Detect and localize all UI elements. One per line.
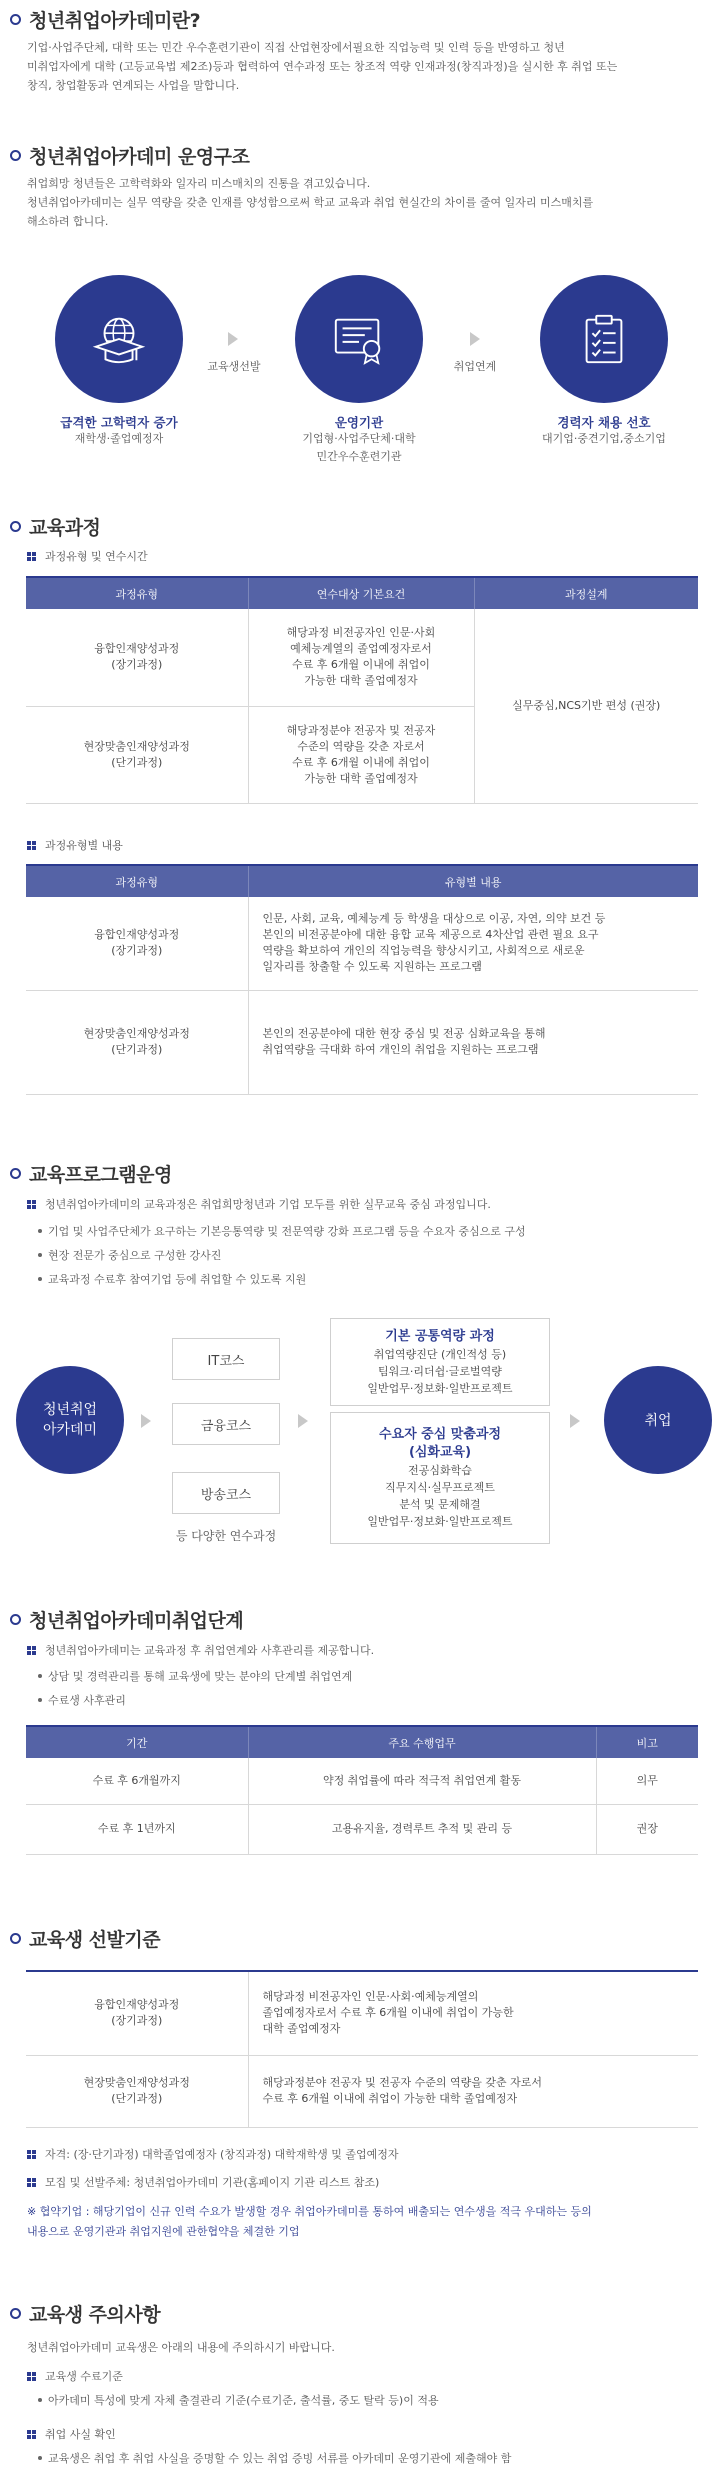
about-line: 미취업자에게 대학 (고등교육법 제2조)등과 협력하여 연수과정 또는 창조적 역량 인재과정(창직과정)을 실시한 후 취업 또는 (27, 60, 618, 73)
section-title-structure (10, 142, 249, 169)
table-cell (248, 706, 474, 803)
ring-icon (10, 1168, 21, 1179)
section-title-text: 청년취업아카데미 운영구조 (29, 146, 250, 168)
table-cell: 수료 후 6개월까지 (26, 1758, 248, 1804)
basic-competency-box (330, 1318, 550, 1406)
recruiter-note-text: 모집 및 선발주체: 청년취업아카데미 기관(홈페이지 기관 리스트 참조) (45, 2176, 380, 2189)
steps-intro-text: 청년취업아카데미는 교육과정 후 취업연계와 사후관리를 제공합니다. (45, 1644, 375, 1657)
criteria-line: 해당과정분야 전공자 및 전공자 수준의 역량을 갖춘 자로서 (262, 2076, 542, 2089)
program-bullet: 기업 및 사업주단체가 요구하는 기본응통역량 및 전문역량 강화 프로그램 등을 수요자 중심으로 구성 (48, 1225, 526, 1238)
subheading (27, 548, 148, 564)
partner-company-notice (27, 2202, 697, 2242)
content-line: 인문, 사회, 교육, 예체능계 등 학생을 대상으로 이공, 자연, 의약 보건 등 (262, 912, 606, 926)
table-row (26, 1804, 698, 1854)
selection-criteria-table (26, 1970, 698, 2128)
employment-steps-table (26, 1725, 698, 1855)
certificate-icon (330, 310, 388, 368)
employment-check-text: 취업 사실 확인 (45, 2428, 116, 2441)
table-header: 과정설계 (474, 577, 698, 609)
section-title-text: 교육생 선발기준 (29, 1929, 161, 1951)
table-cell (26, 706, 248, 803)
node-title: 급격한 고학력자 증가 (60, 415, 178, 430)
section-title-about (10, 6, 200, 33)
node-subtitle: 재학생·졸업예정자 (74, 432, 164, 445)
arrow-right-icon (141, 1414, 151, 1428)
checklist-icon (575, 310, 633, 368)
program-intro-text: 청년취업아카데미의 교육과정은 취업희망청년과 기업 모두를 위한 실무교육 중심 과정입니다. (45, 1198, 491, 1211)
steps-intro (27, 1642, 374, 1658)
table-cell (248, 2055, 698, 2127)
box-line: 팀워크·리더쉽·글로벌역량 (378, 1364, 502, 1378)
section-title-employment-steps (10, 1606, 243, 1633)
box-line: 분석 및 문제해결 (399, 1498, 481, 1511)
table-cell: 약정 취업률에 따라 적극적 취업연계 활동 (248, 1758, 596, 1804)
box-line: 취업역량진단 (개인적성 등) (373, 1347, 507, 1361)
table-cell: 고용유지율, 경력루트 추적 및 관리 등 (248, 1804, 596, 1854)
arrow-right-icon (228, 332, 238, 346)
table-cell (248, 1971, 698, 2055)
requirement-line: 수료 후 6개월 이내에 취업이 (292, 658, 430, 672)
requirement-line: 예체능계열의 졸업예정자로서 (290, 642, 432, 656)
course-type: 융합인재양성과정 (94, 1998, 180, 2012)
completion-criteria-text: 교육생 수료기준 (45, 2370, 123, 2383)
notice-line: 내용으로 운영기관과 취업지원에 관한협약을 체결한 기업 (27, 2225, 300, 2238)
node-subtitle: 대기업·중견기업,중소기업 (542, 432, 666, 445)
steps-bullet: 상담 및 경력관리를 통해 교육생에 맞는 분야의 단계별 취업연계 (48, 1670, 353, 1683)
box-line: 일반업무·정보화·일반프로젝트 (367, 1515, 513, 1528)
table-header: 기간 (26, 1726, 248, 1758)
section-title-program (10, 1160, 172, 1187)
course-duration: (단기과정) (111, 1043, 163, 1056)
graduation-cap-icon (90, 310, 148, 368)
criteria-line: 졸업예정자로서 수료 후 6개월 이내에 취업이 가능한 (262, 2006, 514, 2020)
arrow-right-icon (298, 1414, 308, 1428)
requirement-line: 가능한 대학 졸업예정자 (304, 674, 418, 688)
square-bullet-icon (27, 2372, 31, 2376)
subheading (27, 837, 123, 853)
course-duration: (장기과정) (111, 658, 163, 672)
table-row (26, 990, 698, 1094)
program-bullet: 현장 전문가 중심으로 구성한 강사진 (48, 1249, 222, 1262)
table-cell (26, 2055, 248, 2127)
about-text (27, 38, 697, 95)
table-header: 주요 수행업무 (248, 1726, 596, 1758)
table-row (26, 2055, 698, 2127)
requirement-line: 해당과정분야 전공자 및 전공자 (286, 723, 436, 737)
table-cell (26, 990, 248, 1094)
box-line: 전공심화학습 (408, 1464, 472, 1477)
table-cell (248, 897, 698, 990)
cautions-bullet: 아카데미 특성에 맞게 자체 출결관리 기준(수료기준, 출석률, 중도 탈락 등)이 적용 (48, 2394, 439, 2407)
employment-end-circle (604, 1366, 712, 1474)
table-cell (26, 897, 248, 990)
course-duration: (장기과정) (111, 944, 163, 958)
cautions-intro: 청년취업아카데미 교육생은 아래의 내용에 주의하시기 바랍니다. (27, 2341, 335, 2354)
table-cell: 의무 (596, 1758, 698, 1804)
node-title: 경력자 채용 선호 (557, 415, 651, 430)
course-duration: (단기과정) (111, 755, 163, 769)
academy-start-circle (16, 1366, 124, 1474)
notice-line: ※ 협약기업 : 해당기업이 신규 인력 수요가 발생할 경우 취업아카데미를 통하여 배출되는 연수생을 적극 우대하는 등의 (27, 2205, 592, 2218)
table-row (26, 609, 698, 706)
program-intro (27, 1196, 491, 1212)
table-cell: 권장 (596, 1804, 698, 1854)
structure-text (27, 174, 697, 231)
course-finance: 금융코스 (172, 1403, 280, 1445)
content-line: 본인의 전공분야에 대한 현장 중심 및 전공 심화교육을 통해 (262, 1027, 546, 1040)
employment-end-label: 취업 (644, 1413, 672, 1429)
course-type: 융합인재양성과정 (94, 928, 180, 942)
steps-bullet: 수료생 사후관리 (48, 1694, 126, 1707)
checklist-icon-circle (540, 275, 668, 403)
about-line: 창직, 창업활동과 연계되는 사업을 말합니다. (27, 79, 240, 92)
square-bullet-icon (27, 1200, 31, 1204)
table-header: 유형별 내용 (248, 865, 698, 897)
section-title-text: 교육프로그램운영 (29, 1164, 172, 1186)
ring-icon (10, 1614, 21, 1625)
course-type: 융합인재양성과정 (94, 642, 180, 656)
table-header: 연수대상 기본요건 (248, 577, 474, 609)
requirement-line: 가능한 대학 졸업예정자 (304, 771, 418, 785)
arrow-right-icon (470, 332, 480, 346)
table-header: 비고 (596, 1726, 698, 1758)
qualification-note-text: 자격: (장·단기과정) 대학졸업예정자 (창직과정) 대학재학생 및 졸업예정자 (45, 2148, 399, 2161)
box-line: 일반업무·정보화·일반프로젝트 (367, 1381, 513, 1395)
arrow-label-selection: 교육생선발 (207, 360, 261, 373)
table-header: 과정유형 (26, 865, 248, 897)
course-duration: (단기과정) (111, 2092, 163, 2105)
section-title-cautions (10, 2300, 160, 2327)
cautions-bullet: 교육생은 취업 후 취업 사실을 증명할 수 있는 취업 증빙 서류를 아카데미 운영기관에 제출해야 함 (48, 2452, 512, 2465)
box-title: (심화교육) (408, 1445, 472, 1460)
subheading-text: 과정유형별 내용 (45, 839, 123, 852)
courses-note: 등 다양한 연수과정 (175, 1529, 277, 1543)
employment-check-heading (27, 2426, 116, 2442)
course-it: IT코스 (172, 1338, 280, 1380)
course-type: 현장맞춤인재양성과정 (83, 739, 190, 753)
requirement-line: 해당과정 비전공자인 인문·사회 (286, 626, 436, 640)
node-subtitle: 민간우수훈련기관 (316, 450, 402, 463)
academy-start-label: 청년취업 (42, 1402, 98, 1418)
arrow-label-employment: 취업연계 (453, 360, 497, 373)
structure-line: 취업희망 청년들은 고학력화와 일자리 미스매치의 진통을 겪고있습니다. (27, 177, 371, 190)
about-line: 기업·사업주단체, 대학 또는 민간 우수훈련기관이 직접 산업현장에서필요한 직업능력 및 인력 등을 반영하고 청년 (27, 41, 565, 54)
section-title-selection (10, 1925, 160, 1952)
criteria-line: 수료 후 6개월 이내에 취업이 가능한 대학 졸업예정자 (262, 2092, 518, 2105)
box-line: 직무지식·실무프로젝트 (385, 1481, 495, 1494)
content-line: 취업역량을 극대화 하여 개인의 취업을 지원하는 프로그램 (262, 1043, 539, 1056)
ring-icon (10, 521, 21, 532)
box-title: 기본 공통역량 과정 (385, 1328, 495, 1344)
qualification-note (27, 2146, 399, 2162)
section-title-curriculum (10, 513, 100, 540)
section-title-text: 교육과정 (29, 517, 101, 539)
course-design: 실무중심,NCS기반 편성 (권장) (474, 609, 698, 803)
criteria-line: 해당과정 비전공자인 인문·사회·예체능계열의 (262, 1990, 479, 2004)
course-type: 현장맞춤인재양성과정 (83, 2076, 190, 2089)
course-type: 현장맞춤인재양성과정 (83, 1027, 190, 1040)
table-cell: 수료 후 1년까지 (26, 1804, 248, 1854)
subheading-text: 과정유형 및 연수시간 (45, 550, 148, 563)
course-content-table (26, 864, 698, 1095)
course-duration: (장기과정) (111, 2014, 163, 2028)
structure-line: 해소하려 합니다. (27, 215, 109, 228)
section-title-text: 교육생 주의사항 (29, 2304, 161, 2326)
ring-icon (10, 150, 21, 161)
table-cell (26, 1971, 248, 2055)
ring-icon (10, 2308, 21, 2319)
criteria-line: 대학 졸업예정자 (262, 2022, 341, 2036)
custom-course-box (330, 1412, 550, 1544)
graduation-cap-icon-circle (55, 275, 183, 403)
box-title: 수요자 중심 맞춤과정 (378, 1427, 502, 1442)
square-bullet-icon (27, 1646, 31, 1650)
section-title-text: 청년취업아카데미란? (29, 10, 201, 32)
content-line: 본인의 비전공분야에 대한 융합 교육 제공으로 4차산업 관련 필요 요구 (262, 928, 599, 942)
arrow-right-icon (570, 1414, 580, 1428)
square-bullet-icon (27, 841, 31, 845)
program-bullet: 교육과정 수료후 참여기업 등에 취업할 수 있도록 지원 (48, 1273, 307, 1286)
node-subtitle: 기업형·사업주단체·대학 (302, 432, 416, 445)
table-row (26, 897, 698, 990)
curriculum-table (26, 576, 698, 804)
section-title-text: 청년취업아카데미취업단계 (29, 1610, 244, 1632)
square-bullet-icon (27, 2150, 31, 2154)
requirement-line: 수준의 역량을 갖춘 자로서 (297, 739, 425, 753)
table-cell (248, 990, 698, 1094)
content-line: 역량을 확보하여 개인의 직업능력을 향상시키고, 사회적으로 새로운 (262, 944, 585, 958)
academy-start-label: 아카데미 (42, 1422, 98, 1438)
recruiter-note (27, 2174, 379, 2190)
content-line: 일자리를 창출할 수 있도록 지원하는 프로그램 (262, 960, 482, 974)
requirement-line: 수료 후 6개월 이내에 취업이 (292, 755, 430, 769)
table-header: 과정유형 (26, 577, 248, 609)
structure-line: 청년취업아카데미는 실무 역량을 갖춘 인재를 양성함으로써 학교 교육과 취업 현실간의 차이를 줄여 일자리 미스매치를 (27, 196, 594, 209)
node-title: 운영기관 (334, 415, 384, 430)
completion-criteria-heading (27, 2368, 123, 2384)
square-bullet-icon (27, 2430, 31, 2434)
course-broadcast: 방송코스 (172, 1472, 280, 1514)
table-cell (248, 609, 474, 706)
table-cell (26, 609, 248, 706)
certificate-icon-circle (295, 275, 423, 403)
table-row (26, 1758, 698, 1804)
square-bullet-icon (27, 552, 31, 556)
table-row (26, 1971, 698, 2055)
ring-icon (10, 14, 21, 25)
square-bullet-icon (27, 2178, 31, 2182)
ring-icon (10, 1933, 21, 1944)
